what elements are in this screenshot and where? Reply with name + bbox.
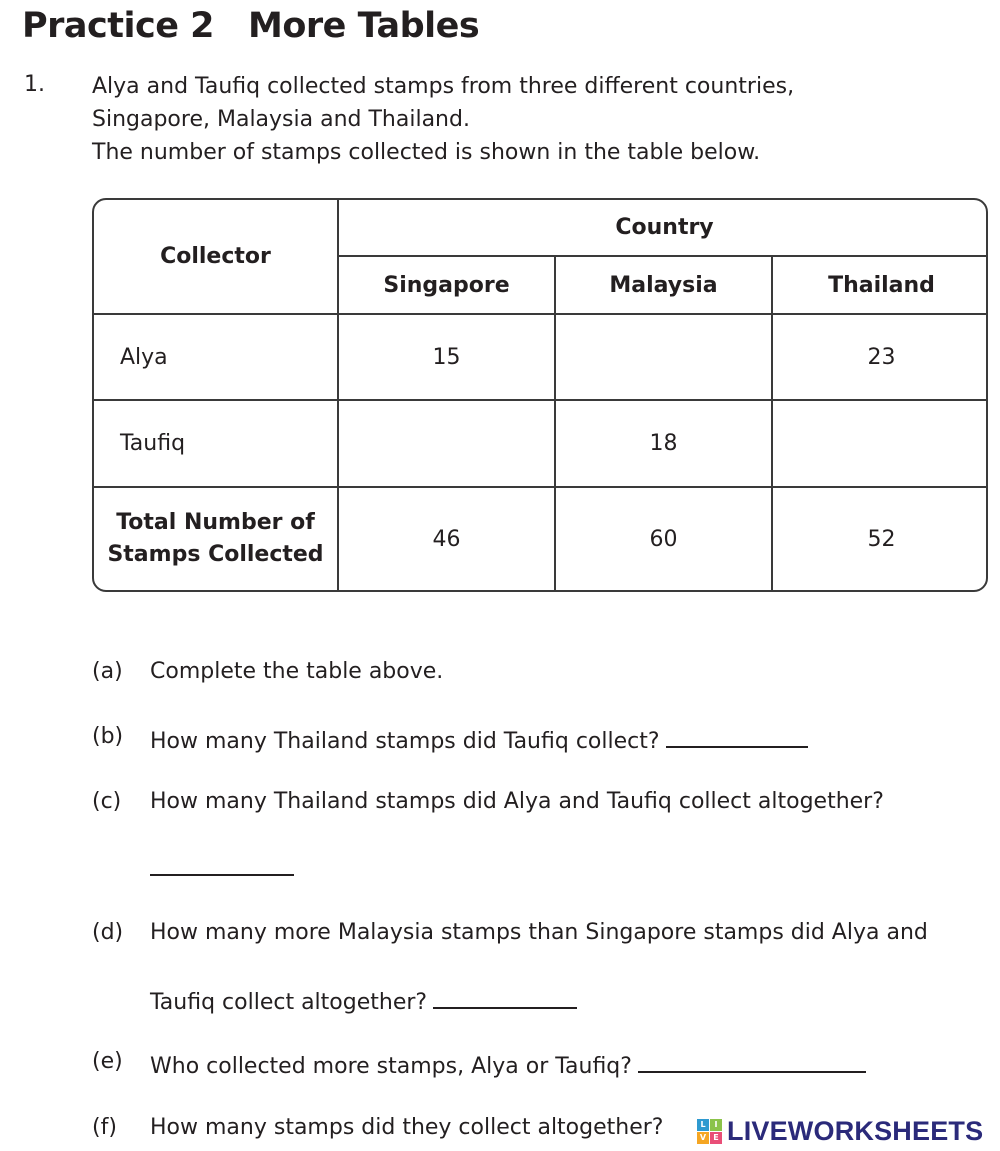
country-singapore: Singapore [338,256,555,314]
table-row-alya [94,314,988,400]
country-header: Country [338,200,988,256]
liveworksheets-logo-text: LIVEWORKSHEETS [727,1115,984,1146]
cell-alya-thailand: 23 [772,314,988,400]
answer-e-blank[interactable] [638,1049,866,1073]
intro-text [92,70,794,169]
question-c-text: How many Thailand stamps did Alya and Taufiq collect altogether? [150,789,884,814]
question-a-text: Complete the table above. [150,659,444,684]
question-c-label: (c) [92,789,122,814]
intro-line-3: The number of stamps collected is shown in the table below. [92,140,761,165]
question-f-label: (f) [92,1115,117,1140]
total-singapore: 46 [338,487,555,590]
total-label [94,487,338,590]
cell-taufiq-thailand[interactable] [772,400,988,487]
answer-b-blank[interactable] [666,724,808,748]
table-row-taufiq [94,400,988,487]
question-a-label: (a) [92,659,123,684]
collector-header: Collector [94,200,338,314]
question-f-text: How many stamps did they collect altogether? [150,1115,664,1140]
logo-letter-v: V [697,1132,709,1144]
answer-c-blank[interactable] [150,874,294,876]
question-d-line-1: How many more Malaysia stamps than Singapore stamps did Alya and [150,920,928,945]
question-number: 1. [24,72,45,97]
question-b-text: How many Thailand stamps did Taufiq collect? [150,729,660,754]
intro-line-2: Singapore, Malaysia and Thailand. [92,107,470,132]
country-thailand: Thailand [772,256,988,314]
question-d-label: (d) [92,920,124,945]
question-e-text: Who collected more stamps, Alya or Taufiq? [150,1054,632,1079]
total-malaysia: 60 [555,487,772,590]
question-b-label: (b) [92,724,124,749]
cell-alya-singapore: 15 [338,314,555,400]
answer-d-blank[interactable] [433,985,577,1009]
question-e-label: (e) [92,1049,123,1074]
stamps-table [94,200,988,590]
logo-letter-i: I [710,1119,722,1131]
liveworksheets-logo [697,1114,989,1148]
stamps-table-frame [92,198,988,592]
cell-taufiq-singapore[interactable] [338,400,555,487]
cell-alya-malaysia[interactable] [555,314,772,400]
total-label-line-2: Stamps Collected [107,542,324,567]
country-malaysia: Malaysia [555,256,772,314]
intro-line-1: Alya and Taufiq collected stamps from three different countries, [92,74,795,99]
total-label-line-1: Total Number of [116,510,315,535]
row-name-taufiq: Taufiq [94,400,338,487]
page-title [22,6,479,46]
cell-taufiq-malaysia: 18 [555,400,772,487]
liveworksheets-logo-icon [697,1119,722,1144]
total-thailand: 52 [772,487,988,590]
logo-letter-l: L [697,1119,709,1131]
topic-label: More Tables [248,6,480,46]
question-d-line-2: Taufiq collect altogether? [150,990,428,1015]
row-name-alya: Alya [94,314,338,400]
logo-letter-e: E [710,1132,722,1144]
practice-label: Practice 2 [22,6,215,46]
table-row-total [94,487,988,590]
